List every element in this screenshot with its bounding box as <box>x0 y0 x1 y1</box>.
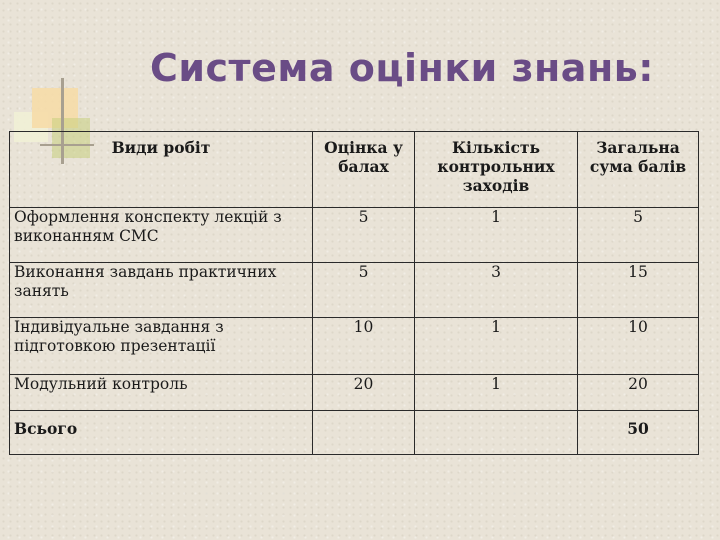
row-total: 10 <box>578 318 699 375</box>
row-work-label: Модульний контроль <box>10 375 313 411</box>
row-total: 5 <box>578 208 699 263</box>
grading-table <box>9 131 699 455</box>
row-total: 20 <box>578 375 699 411</box>
row-work-label: Виконання завдань практичних занять <box>10 263 313 318</box>
row-score: 10 <box>313 318 415 375</box>
table-row <box>10 208 699 263</box>
row-work-label: Індивідуальне завдання з підготовкою презентації <box>10 318 313 375</box>
row-count: 1 <box>415 208 578 263</box>
slide-title: Система оцінки знань: <box>150 46 654 90</box>
header-count: Кількість контрольних заходів <box>415 132 578 208</box>
row-count: 1 <box>415 375 578 411</box>
row-score: 20 <box>313 375 415 411</box>
header-score: Оцінка у балах <box>313 132 415 208</box>
total-sum: 50 <box>578 411 699 455</box>
row-work-label: Оформлення конспекту лекцій з виконанням СМС <box>10 208 313 263</box>
header-total: Загальна сума балів <box>578 132 699 208</box>
table-row <box>10 318 699 375</box>
row-score: 5 <box>313 208 415 263</box>
row-score: 5 <box>313 263 415 318</box>
table-row <box>10 263 699 318</box>
header-row <box>10 132 699 208</box>
header-work-type: Види робіт <box>10 132 313 208</box>
row-total: 15 <box>578 263 699 318</box>
row-count: 3 <box>415 263 578 318</box>
row-count: 1 <box>415 318 578 375</box>
total-score <box>313 411 415 455</box>
table-row <box>10 375 699 411</box>
total-row <box>10 411 699 455</box>
total-count <box>415 411 578 455</box>
total-label: Всього <box>10 411 313 455</box>
